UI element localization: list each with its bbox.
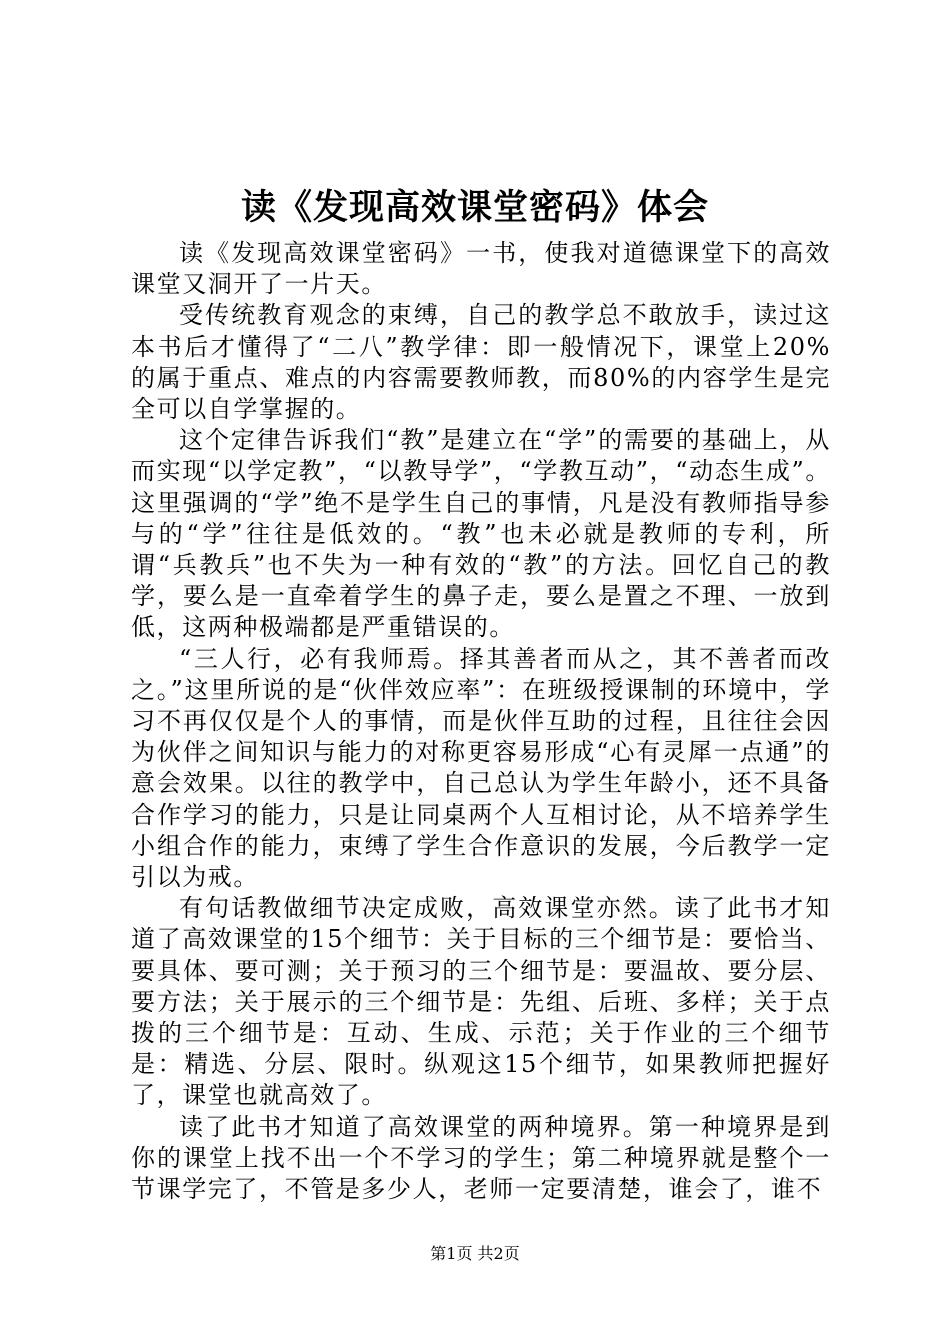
paragraph-4: “三人行，必有我师焉。择其善者而从之，其不善者而改之。”这里所说的是“伙伴效应率”：在班级授课制的环境中，学习不再仅仅是个人的事情，而是伙伴互助的过程，且往往会因为伙伴之间知识与能力的对称更容易形成“心有灵犀一点通”的意会效果。以往的教学中，自己总认为学生年龄小，还不具备合作学习的能力，只是让同桌两个人互相讨论，从不培养学生小组合作的能力，束缚了学生合作意识的发展，今后教学一定引以为戒。 [131,644,831,892]
page-number-footer: 第1页 共2页 [430,1244,520,1263]
paragraph-2: 受传统教育观念的束缚，自己的教学总不敢放手，读过这本书后才懂得了“二八”教学律：即一般情况下，课堂上20%的属于重点、难点的内容需要教师教，而80%的内容学生是完全可以自学掌握的。 [131,301,831,424]
document-body [131,238,831,1205]
paragraph-1: 读《发现高效课堂密码》一书，使我对道德课堂下的高效课堂又洞开了一片天。 [131,239,831,299]
paragraph-5: 有句话教做细节决定成败，高效课堂亦然。读了此书才知道了高效课堂的15个细节：关于目标的三个细节是：要恰当、要具体、要可测；关于预习的三个细节是：要温故、要分层、要方法；关于展示的三个细节是：先组、后班、多样；关于点拨的三个细节是：互动、生成、示范；关于作业的三个细节是：精选、分层、限时。纵观这15个细节，如果教师把握好了，课堂也就高效了。 [131,894,831,1110]
paragraph-3: 这个定律告诉我们“教”是建立在“学”的需要的基础上，从而实现“以学定教”，“以教导学”，“学教互动”，“动态生成”。这里强调的“学”绝不是学生自己的事情，凡是没有教师指导参与的“学”往往是低效的。“教”也未必就是教师的专利，所谓“兵教兵”也不失为一种有效的“教”的方法。回忆自己的教学，要么是一直牵着学生的鼻子走，要么是置之不理、一放到低，这两种极端都是严重错误的。 [131,426,831,642]
paragraph-6: 读了此书才知道了高效课堂的两种境界。第一种境界是到你的课堂上找不出一个不学习的学生；第二种境界就是整个一节课学完了，不管是多少人，老师一定要清楚，谁会了，谁不 [131,1112,831,1204]
document-title: 读《发现高效课堂密码》体会 [240,187,709,228]
